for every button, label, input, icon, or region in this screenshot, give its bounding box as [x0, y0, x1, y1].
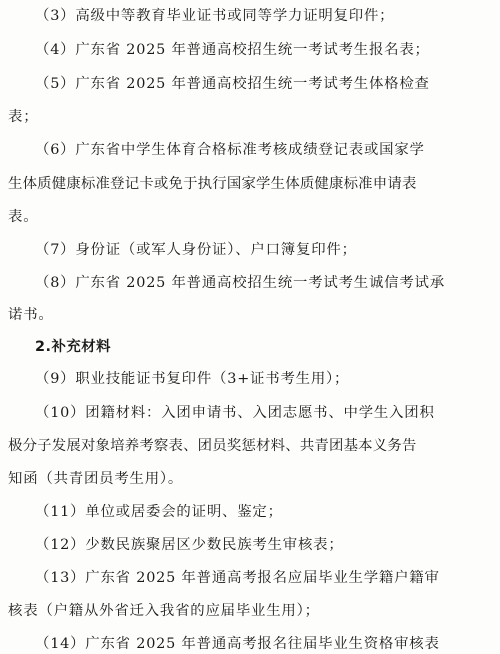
item-4: （4）广东省 2025 年普通高校招生统一考试考生报名表；	[35, 42, 430, 58]
item-9: （9）职业技能证书复印件（3+证书考生用）；	[35, 371, 350, 387]
item-5-line-2: 表；	[8, 109, 39, 125]
item-13-line-1: （13）广东省 2025 年普通高考报名应届毕业生学籍户籍审	[35, 570, 440, 586]
item-8-line-1: （8）广东省 2025 年普通高校招生统一考试考生诚信考试承	[35, 275, 445, 291]
item-10-line-1: （10）团籍材料：入团申请书、入团志愿书、中学生入团积	[35, 405, 435, 421]
item-10-line-3: 知函（共青团员考生用）。	[8, 471, 184, 487]
item-13-line-2: 核表（户籍从外省迁入我省的应届毕业生用）；	[8, 603, 320, 619]
item-7: （7）身份证（或军人身份证）、户口簿复印件；	[35, 242, 357, 258]
item-6-line-3: 表。	[8, 209, 39, 225]
item-6-line-2: 生体质健康标准登记卡或免于执行国家学生体质健康标准申请表	[8, 176, 417, 192]
section-heading-supplementary: 2.补充材料	[35, 339, 112, 355]
item-11: （11）单位或居委会的证明、鉴定；	[35, 504, 283, 520]
item-12: （12）少数民族聚居区少数民族考生审核表；	[35, 537, 344, 553]
item-6-line-1: （6）广东省中学生体育合格标准考核成绩登记表或国家学	[35, 142, 425, 158]
item-3: （3）高级中等教育毕业证书或同等学力证明复印件；	[35, 8, 395, 24]
item-8-line-2: 诺书。	[8, 307, 54, 323]
item-10-line-2: 极分子发展对象培养考察表、团员奖惩材料、共青团基本义务告	[8, 438, 417, 454]
item-14-line-1: （14）广东省 2025 年普通高考报名往届毕业生资格审核表	[35, 636, 440, 652]
item-5-line-1: （5）广东省 2025 年普通高校招生统一考试考生体格检查	[35, 76, 430, 92]
